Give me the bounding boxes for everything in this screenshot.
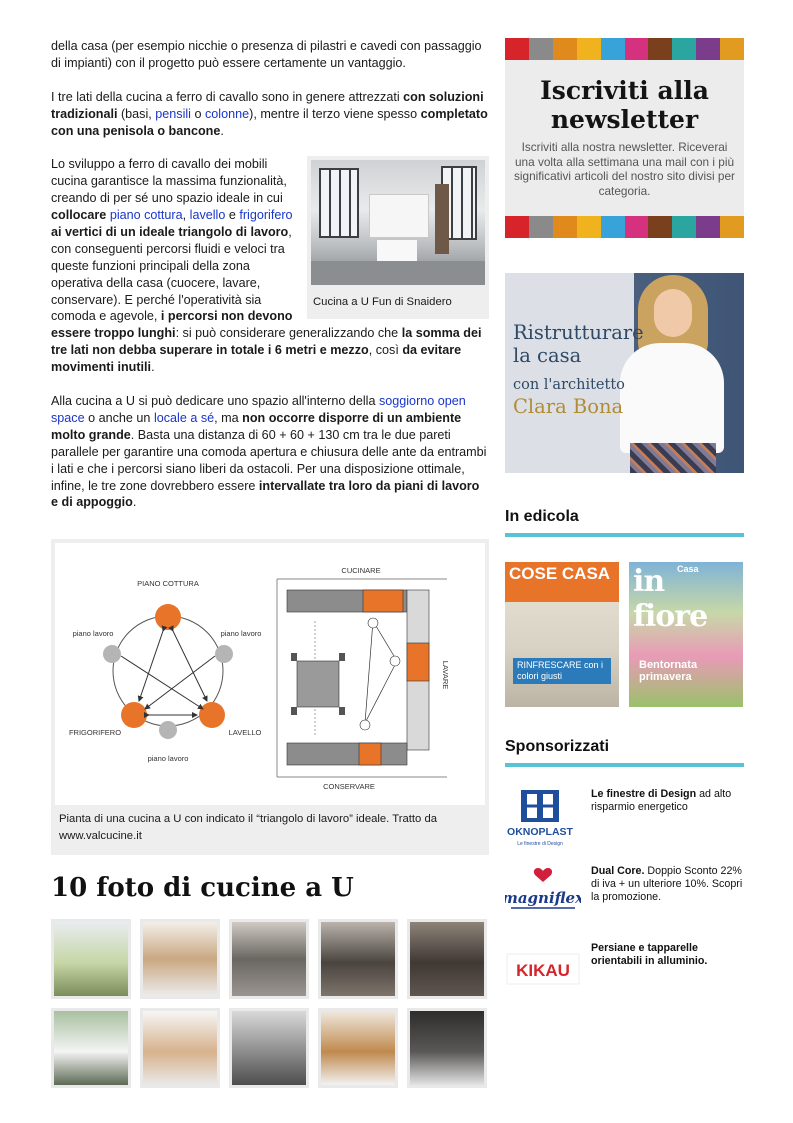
svg-text:Le finestre di Design: Le finestre di Design bbox=[517, 841, 563, 847]
link-colonne[interactable]: colonne bbox=[205, 106, 250, 121]
kitchen-plan-diagram[interactable] bbox=[55, 543, 485, 805]
color-stripe-top bbox=[505, 38, 744, 60]
node-piano-cottura bbox=[155, 604, 181, 630]
magazine-logo: in fiore bbox=[633, 564, 708, 634]
cabinet-shape bbox=[369, 194, 429, 238]
sponsor-text: Dual Core. Doppio Sconto 22% di iva + un ulteriore 10%. Scopri la promozione. bbox=[591, 865, 743, 903]
banner-title: Ristrutturare la casa bbox=[513, 321, 644, 367]
column-shape bbox=[435, 184, 449, 254]
newsletter-text: Iscriviti alla nostra newsletter. Riceverai una volta alla settimana una mail con i più significativi articoli del nostro sito divisi per categoria. bbox=[514, 140, 735, 198]
gallery-thumb[interactable] bbox=[140, 919, 220, 999]
gallery-thumb[interactable] bbox=[318, 1008, 398, 1088]
label-piano-lavoro-left: piano lavoro bbox=[72, 629, 114, 638]
gallery-thumb[interactable] bbox=[140, 1008, 220, 1088]
gallery-thumb[interactable] bbox=[318, 919, 398, 999]
magazine-headline: Bentornata primavera bbox=[639, 659, 698, 683]
label-frigorifero: FRIGORIFERO bbox=[68, 728, 122, 737]
label-cucinare: CUCINARE bbox=[341, 566, 381, 575]
gallery-thumb[interactable] bbox=[407, 919, 487, 999]
magazine-cover-cose-casa[interactable] bbox=[505, 562, 619, 707]
magazine-logo-small: Casa bbox=[677, 564, 699, 574]
link-lavello[interactable]: lavello bbox=[189, 208, 226, 223]
label-piano-cottura: PIANO COTTURA bbox=[137, 579, 199, 588]
figure-kitchen-plan bbox=[51, 539, 489, 855]
plan-svg bbox=[55, 543, 485, 805]
label-piano-lavoro-right: piano lavoro bbox=[220, 629, 262, 638]
magazine-cover-casa-in-fiore[interactable] bbox=[629, 562, 743, 707]
sponsor-text: Le finestre di Design ad alto risparmio energetico bbox=[591, 788, 732, 813]
svg-text:OKNOPLAST: OKNOPLAST bbox=[507, 826, 573, 838]
sink-block bbox=[407, 643, 429, 681]
newsletter-box[interactable] bbox=[505, 38, 744, 238]
kikau-logo bbox=[505, 942, 581, 1002]
sponsor-text: Persiane e tapparelle orientabili in alluminio. bbox=[591, 942, 708, 967]
paragraph-1: della casa (per esempio nicchie o presenza di pilastri e cavedi con passaggio di impianti) con il progetto può essere certamente un vantaggio. bbox=[51, 39, 482, 70]
window-shape bbox=[319, 168, 359, 238]
link-frigorifero[interactable]: frigorifero bbox=[239, 208, 293, 223]
gallery-thumb[interactable] bbox=[229, 919, 309, 999]
paragraph-2: I tre lati della cucina a ferro di cavallo sono in genere attrezzati con soluzioni tradizionali (basi, pensili o colonne), mentre il terzo viene spesso completato con una penisola o bancone. bbox=[51, 89, 488, 138]
sponsor-kikau[interactable] bbox=[505, 942, 744, 1002]
link-locale-a-se[interactable]: locale a sé bbox=[153, 410, 215, 425]
magazine-headline: RINFRESCARE con i colori giusti bbox=[513, 658, 611, 684]
label-conservare: CONSERVARE bbox=[323, 782, 375, 791]
label-piano-lavoro-bottom: piano lavoro bbox=[147, 754, 189, 763]
gallery-title: 10 foto di cucine a U bbox=[51, 873, 354, 903]
gallery-thumb[interactable] bbox=[229, 1008, 309, 1088]
svg-text:KIKAU: KIKAU bbox=[516, 961, 570, 980]
floor-shape bbox=[311, 261, 485, 285]
node-frigorifero bbox=[121, 702, 147, 728]
section-rule bbox=[505, 533, 744, 537]
link-piano-cottura[interactable]: piano cottura bbox=[109, 208, 183, 223]
paragraph-3: Cucina a U Fun di Snaidero Lo sviluppo a ferro di cavallo dei mobili cucina garantisce la massima funzionalità, creando di per sé uno spazio ideale in cui collocare piano cottura, lavello e frigorifero ai vertici di un ideale triangolo di lavoro, con conseguenti percorsi fluidi e veloci tra queste funzioni principali della zona operativa della casa (cuocere, lavare, conservare). E perché l'operatività sia comoda e agevole, i percorsi non devono essere troppo lunghi: si può considerare generalizzando che la somma dei tre lati non debba superare in totale i 6 metri e mezzo, così da evitare movimenti inutili. bbox=[51, 156, 489, 376]
node-piano-lavoro-right bbox=[215, 645, 233, 663]
magazine-logo: COSE CASA bbox=[505, 562, 619, 602]
link-soggiorno-open-space[interactable]: soggiorno open space bbox=[51, 393, 466, 425]
figure-kitchen-photo bbox=[307, 156, 489, 319]
node-piano-lavoro-left bbox=[103, 645, 121, 663]
node-piano-lavoro-bottom bbox=[159, 721, 177, 739]
section-rule bbox=[505, 763, 744, 767]
node-lavello bbox=[199, 702, 225, 728]
figure-caption: Pianta di una cucina a U con indicato il “triangolo di lavoro” ideale. Tratto da www.valcucine.it bbox=[59, 813, 438, 842]
banner-name: Clara Bona bbox=[513, 395, 624, 418]
newsletter-title: Iscriviti alla newsletter bbox=[540, 76, 709, 134]
paragraph-4: Alla cucina a U si può dedicare uno spazio all'interno della soggiorno open space o anche un locale a sé, ma non occorre disporre di un ambiente molto grande. Basta una distanza di 60 + 60 + 130 cm tra le due pareti parallele per garantire una comoda apertura e chiusura delle ante da entrambi i lati e che i percorsi siano liberi da ostacoli. Per una disposizione ottimale, infine, le tre zone dovrebbero essere intervallate tra loro da piani di lavoro e di appoggio. bbox=[51, 393, 487, 510]
fridge-block bbox=[359, 743, 381, 765]
label-lavello: LAVELLO bbox=[228, 728, 262, 737]
magniflex-logo bbox=[505, 865, 581, 925]
gallery-thumb[interactable] bbox=[51, 1008, 131, 1088]
link-pensili[interactable]: pensili bbox=[155, 106, 191, 121]
portrait-skirt bbox=[630, 443, 716, 473]
oknoplast-logo bbox=[505, 788, 581, 848]
table-block bbox=[297, 661, 339, 707]
sponsor-oknoplast[interactable] bbox=[505, 788, 744, 848]
color-stripe-bottom bbox=[505, 216, 744, 238]
label-lavare: LAVARE bbox=[441, 660, 450, 690]
cooktop-block bbox=[363, 590, 403, 612]
architect-banner[interactable] bbox=[505, 273, 744, 473]
banner-subtitle: con l'architetto bbox=[513, 377, 625, 393]
svg-text:magniflex: magniflex bbox=[505, 889, 581, 907]
section-title-edicola: In edicola bbox=[505, 508, 579, 525]
article-body bbox=[51, 38, 489, 528]
kitchen-photo[interactable] bbox=[311, 160, 485, 285]
section-title-sponsor: Sponsorizzati bbox=[505, 738, 610, 755]
floor-plan bbox=[277, 566, 450, 791]
sponsor-magniflex[interactable] bbox=[505, 865, 744, 925]
portrait-face bbox=[654, 289, 692, 337]
figure-caption: Cucina a U Fun di Snaidero bbox=[313, 296, 452, 309]
gallery-thumb[interactable] bbox=[51, 919, 131, 999]
gallery-thumb[interactable] bbox=[407, 1008, 487, 1088]
